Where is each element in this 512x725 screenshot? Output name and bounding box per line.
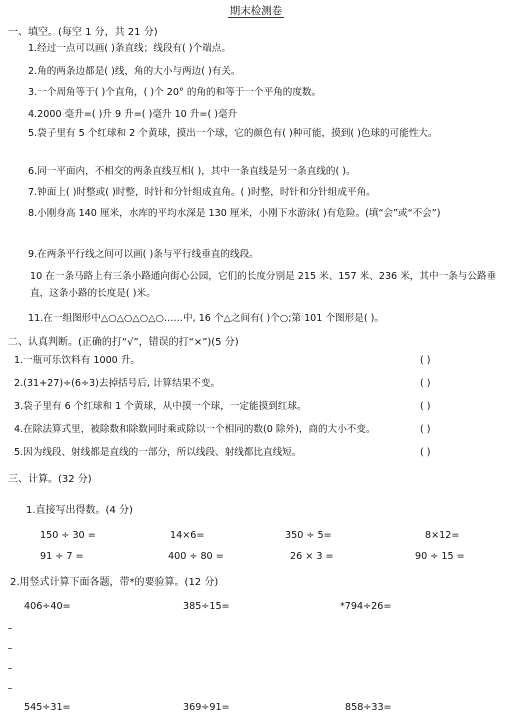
calc-item: 385÷15= — [183, 601, 230, 612]
calc-item: 545÷31= — [24, 702, 71, 713]
calc-item: 150 ÷ 30 = — [40, 530, 96, 541]
fill-question-3: 3.一个周角等于( )个直角，( )个 20° 的角的和等于一个平角的度数。 — [28, 87, 322, 98]
fill-question-8: 8.小刚身高 140 厘米，水库的平均水深是 130 厘米，小刚下水游泳( )有危险。(填“会”或“不会”) — [28, 208, 441, 219]
fill-question-2: 2.角的两条边都是( )线，角的大小与两边( )有关。 — [28, 66, 241, 77]
fill-question-10: 10 在一条马路上有三条小路通向街心公园，它们的长度分别是 215 米、157 米、236 米，其中一条与公路垂直，这条小路的长度是( )米。 — [30, 271, 497, 299]
calc-item: 400 ÷ 80 = — [168, 551, 224, 562]
fill-question-7: 7.钟面上( )时整或( )时整，时针和分针组成直角。( )时整，时针和分针组成平角。 — [28, 187, 376, 198]
fill-question-5: 5.袋子里有 5 个红球和 2 个黄球，摸出一个球，它的颜色有( )种可能，摸到( )色球的可能性大。 — [28, 128, 438, 139]
calc-item: 90 ÷ 15 = — [415, 551, 465, 562]
page-title: 期末检测卷 — [229, 5, 283, 17]
stray-mark — [8, 688, 12, 689]
fill-question-6: 6.同一平面内，不相交的两条直线互相( )，其中一条直线是另一条直线的( )。 — [28, 166, 356, 177]
answer-blank: ( ) — [420, 424, 431, 435]
fill-section-heading: 一、填空。(每空 1 分，共 21 分) — [8, 27, 158, 38]
stray-mark — [8, 648, 12, 649]
calc-item: 14×6= — [170, 530, 205, 541]
judge-question-5: 5.因为线段、射线都是直线的一部分，所以线段、射线都比直线短。 ( ) — [14, 445, 494, 461]
calc-item: 350 ÷ 5= — [285, 530, 332, 541]
answer-blank: ( ) — [420, 355, 431, 366]
answer-blank: ( ) — [420, 378, 431, 389]
calc-item: 858÷33= — [345, 702, 392, 713]
judge-question-4: 4.在除法算式里，被除数和除数同时乘或除以一个相同的数(0 除外)，商的大小不变。 ( ) — [14, 422, 494, 438]
judge-question-1: 1.一瓶可乐饮料有 1000 升。 ( ) — [14, 353, 494, 369]
judge-question-2: 2.(31+27)÷(6÷3)去掉括号后, 计算结果不变。 ( ) — [14, 376, 494, 392]
fill-question-9: 9.在两条平行线之间可以画( )条与平行线垂直的线段。 — [28, 249, 259, 260]
calc-item: *794÷26= — [340, 601, 392, 612]
vertical-calc-heading: 2.用竖式计算下面各题，带*的要验算。(12 分) — [10, 577, 219, 588]
calc-item: 369÷91= — [183, 702, 230, 713]
stray-mark — [8, 668, 12, 669]
direct-calc-row-1 — [0, 530, 512, 546]
stray-mark — [8, 628, 12, 629]
calc-section-heading: 三、计算。(32 分) — [8, 474, 92, 485]
calc-item: 91 ÷ 7 = — [40, 551, 84, 562]
answer-blank: ( ) — [420, 447, 431, 458]
fill-question-1: 1.经过一点可以画( )条直线；线段有( )个端点。 — [28, 43, 231, 54]
calc-item: 26 × 3 = — [290, 551, 334, 562]
calc-item: 406÷40= — [24, 601, 71, 612]
fill-question-11: 11.在一组图形中△○△○△○△○……中, 16 个△之间有( )个○;第 101 个图形是( )。 — [28, 313, 384, 324]
judge-question-3: 3.袋子里有 6 个红球和 1 个黄球，从中摸一个球，一定能摸到红球。 ( ) — [14, 399, 494, 415]
direct-calc-heading: 1.直接写出得数。(4 分) — [26, 505, 133, 516]
calc-item: 8×12= — [425, 530, 460, 541]
fill-question-4: 4.2000 毫升=( )升 9 升=( )毫升 10 升=( )毫升 — [28, 109, 238, 120]
vertical-calc-row-2 — [0, 702, 512, 718]
direct-calc-row-2 — [0, 551, 512, 567]
answer-blank: ( ) — [420, 401, 431, 412]
vertical-calc-row-1 — [0, 601, 512, 617]
judge-section-heading: 二、认真判断。(正确的打“√”，错误的打“×”)(5 分) — [8, 337, 239, 348]
